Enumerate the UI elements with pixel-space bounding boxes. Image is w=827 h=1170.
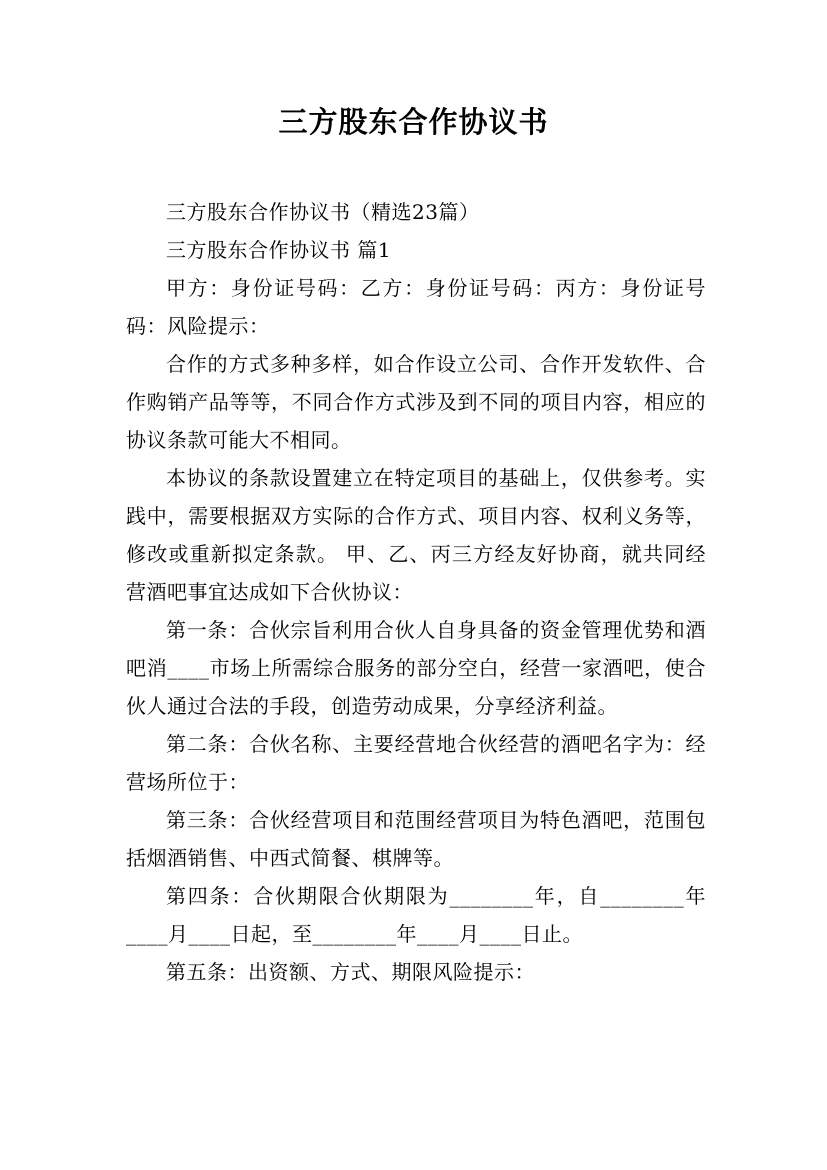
paragraph-clause-2: 第二条：合伙名称、主要经营地合伙经营的酒吧名字为：经营场所位于： xyxy=(126,732,706,794)
paragraph-clause-5: 第五条：出资额、方式、期限风险提示： xyxy=(166,960,535,984)
document-title: 三方股东合作协议书 xyxy=(278,105,549,139)
paragraph-clause-4: 第四条：合伙期限合伙期限为________年，自________年____月____日起，至________年____月____日止。 xyxy=(126,884,706,946)
document-body xyxy=(126,193,706,991)
paragraph-clause-1: 第一条：合伙宗旨利用合伙人自身具备的资金管理优势和酒吧消____市场上所需综合服务的部分空白，经营一家酒吧，使合伙人通过合法的手段，创造劳动成果，分享经济利益。 xyxy=(126,618,706,718)
paragraph-article-heading: 三方股东合作协议书 篇1 xyxy=(166,238,392,262)
paragraph-agreement-basis: 本协议的条款设置建立在特定项目的基础上，仅供参考。实践中，需要根据双方实际的合作方式、项目内容、权利义务等，修改或重新拟定条款。 甲、乙、丙三方经友好协商，就共同经营酒吧事宜达成如下合伙协议： xyxy=(126,466,706,604)
paragraph-subtitle: 三方股东合作协议书（精选23篇） xyxy=(166,200,480,224)
paragraph-clause-3: 第三条：合伙经营项目和范围经营项目为特色酒吧，范围包括烟酒销售、中西式简餐、棋牌等。 xyxy=(126,808,706,870)
paragraph-cooperation-methods: 合作的方式多种多样，如合作设立公司、合作开发软件、合作购销产品等等，不同合作方式涉及到不同的项目内容，相应的协议条款可能大不相同。 xyxy=(126,352,706,452)
paragraph-parties: 甲方：身份证号码：乙方：身份证号码：丙方：身份证号码：风险提示： xyxy=(126,276,706,338)
